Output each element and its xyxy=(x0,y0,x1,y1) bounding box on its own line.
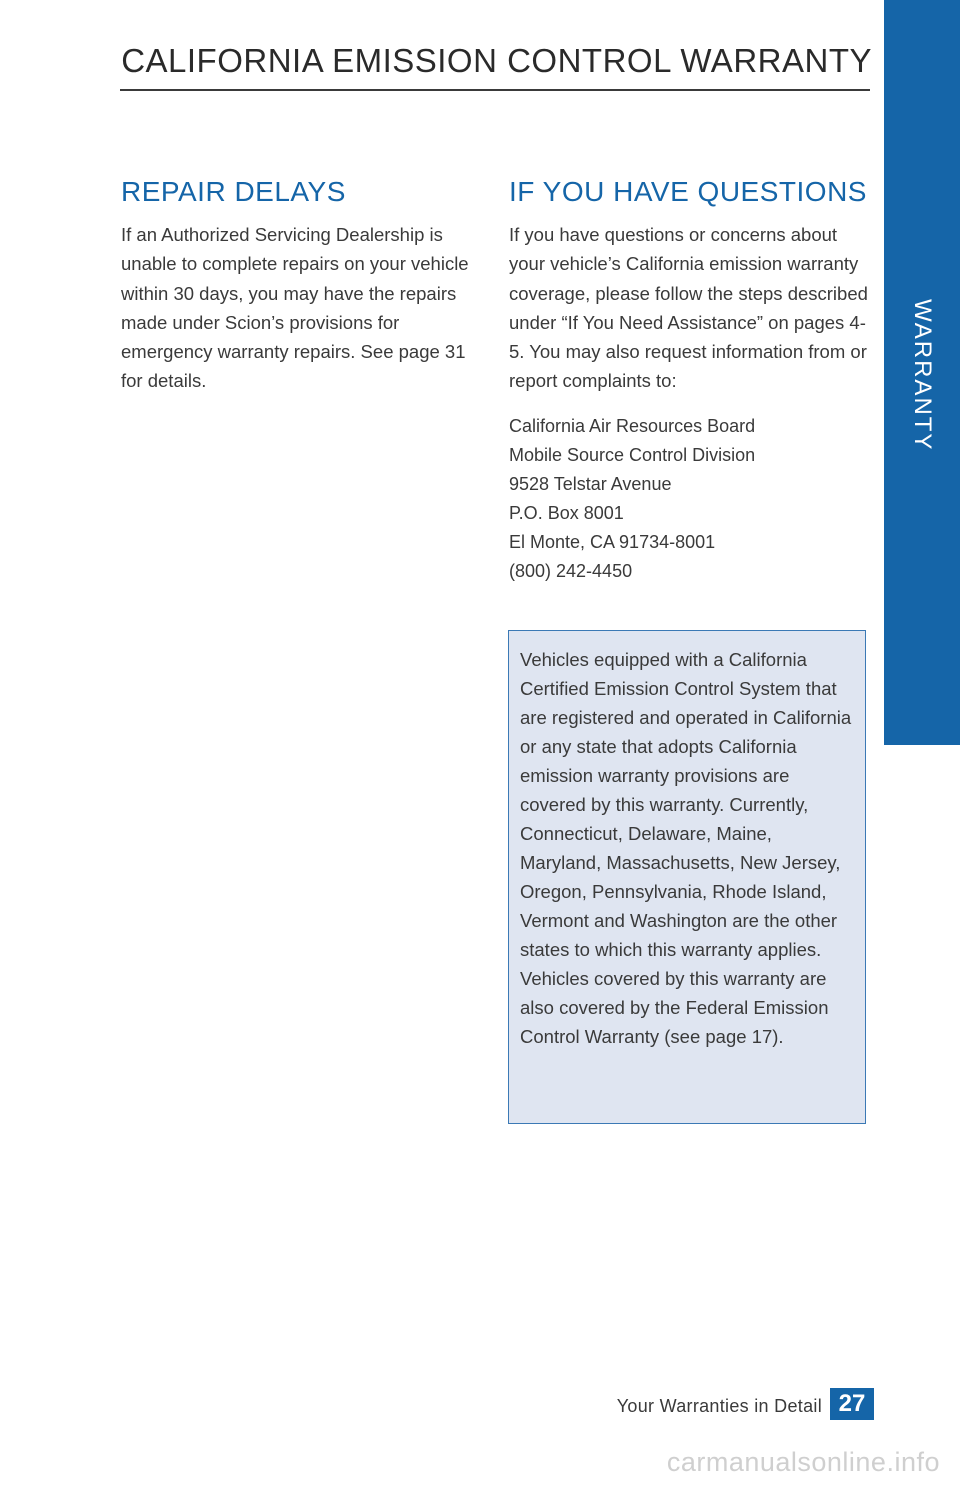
repair-delays-section xyxy=(121,176,483,396)
address-line: P.O. Box 8001 xyxy=(509,502,624,523)
page-title: CALIFORNIA EMISSION CONTROL WARRANTY xyxy=(121,42,872,79)
coverage-note-box xyxy=(508,630,866,1124)
questions-heading: IF YOU HAVE QUESTIONS xyxy=(509,176,867,207)
coverage-note-text: Vehicles equipped with a California Certified Emission Control System that are registered and operated in California or any state that adopts California emission warranty provisions are covered by this warranty. Currently, Connecticut, Delaware, Maine, Maryland, Massachusetts, New Jersey, Oregon, Pennsylvania, Rhode Island, Vermont and Washington are the other states to which this warranty applies. Vehicles covered by this warranty are also covered by the Federal Emission Control Warranty (see page 17). xyxy=(520,649,852,1047)
address-line: El Monte, CA 91734-8001 xyxy=(509,531,716,552)
questions-section xyxy=(509,176,871,586)
address-line: Mobile Source Control Division xyxy=(509,444,756,465)
repair-delays-body: If an Authorized Servicing Dealership is unable to complete repairs on your vehicle within 30 days, you may have the repairs made under Scion’s provisions for emergency warranty repairs. See page 31 for details. xyxy=(121,224,469,392)
repair-delays-heading: REPAIR DELAYS xyxy=(121,176,346,207)
address-block xyxy=(509,412,871,586)
title-divider xyxy=(120,89,870,91)
address-line: California Air Resources Board xyxy=(509,415,756,436)
address-line: 9528 Telstar Avenue xyxy=(509,473,672,494)
phone-number: (800) 242-4450 xyxy=(509,560,633,581)
side-tab-text: WARRANTY xyxy=(909,298,936,452)
watermark: carmanualsonline.info xyxy=(666,1447,940,1477)
side-tab-label xyxy=(884,280,960,470)
page-number: 27 xyxy=(830,1388,874,1420)
questions-body: If you have questions or concerns about your vehicle’s California emission warranty coverage, please follow the steps described under “If You Need Assistance” on pages 4-5. You may also request information from or report complaints to: xyxy=(509,224,868,392)
footer-section-label: Your Warranties in Detail xyxy=(616,1396,822,1416)
